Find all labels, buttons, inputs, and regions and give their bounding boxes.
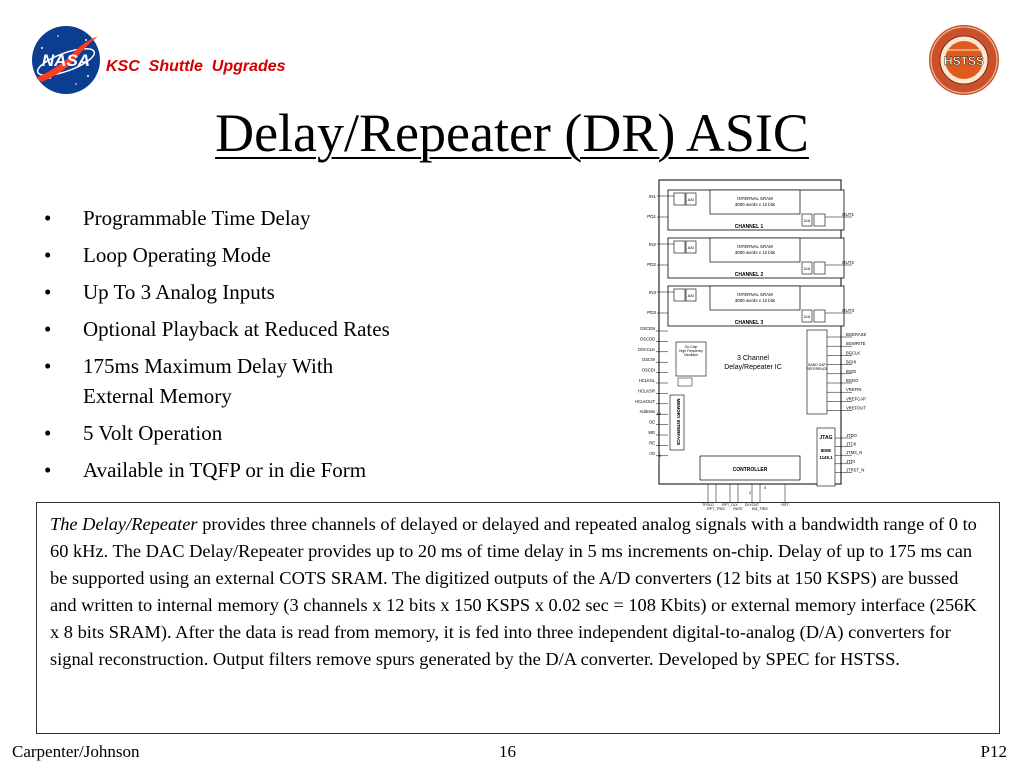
address-bus-width: 19 [656, 411, 661, 416]
jtag-label: JTAG [819, 435, 833, 441]
channel-label: CHANNEL 3 [734, 320, 764, 326]
footer-authors: Carpenter/Johnson [12, 742, 140, 761]
sram-size-label: 3000 words x 12 bits [734, 298, 776, 303]
list-item-text: 175ms Maximum Delay With External Memory [83, 354, 334, 408]
right-pin-label: BGHI [846, 359, 857, 365]
right-pin-label: BGERASE [846, 332, 867, 337]
bottom-pin-label: RPT_TRIG [707, 507, 725, 511]
band-gap-label: REFERENCE [806, 367, 828, 371]
description-box [36, 502, 1000, 734]
footer-slide-id: P12 [980, 742, 1007, 761]
left-pin-label: OSCDI [641, 367, 655, 373]
right-pin-label: VREFCAP [846, 396, 866, 402]
left-pin-label: RE [649, 440, 655, 446]
controller-label: CONTROLLER [732, 467, 768, 473]
ic-name-line1: 3 Channel [737, 355, 769, 362]
da-label: D/A [803, 314, 811, 319]
right-pin-label: VREFIN [846, 387, 862, 393]
list-item [44, 455, 464, 485]
asic-block-diagram [634, 180, 872, 512]
left-pin-label: WE [648, 430, 655, 435]
ad-label: A/D [687, 197, 695, 202]
channel-pd-pin: PD2 [647, 262, 656, 267]
memory-interface-label: MEMORY INTERFACE [676, 398, 681, 446]
list-item [44, 203, 464, 233]
list-item [44, 314, 464, 344]
output-filter-box [814, 262, 825, 274]
left-pin-label: OSCDD [639, 336, 655, 342]
list-item-text: Available in TQFP or in die Form [83, 458, 367, 482]
oscillator-control-box [678, 378, 692, 386]
channel-label: CHANNEL 1 [734, 224, 764, 230]
input-filter-box [674, 289, 685, 301]
jtag-pin-label: JTDI [846, 458, 855, 464]
bottom-pin-label: RATE [733, 507, 743, 511]
right-pin-label: BGWRITE [846, 341, 866, 347]
channel-output-pin: OUT2 [842, 260, 855, 265]
bullet-glyph: • [44, 280, 52, 304]
da-label: D/A [803, 266, 811, 271]
band-gap-label: BAND GAP [808, 363, 826, 367]
left-pin-label: HCLKOUT [634, 398, 655, 404]
channel-pd-pin: PD3 [647, 310, 656, 315]
channel-input-pin: IN1 [648, 194, 656, 199]
ad-label: A/D [687, 293, 695, 298]
bottom-pin-label: RST [781, 503, 789, 507]
channel-input-pin: IN2 [648, 242, 656, 247]
right-pin-label: BGDI [846, 368, 857, 374]
sram-label: INTERNAL SRAM [737, 292, 773, 297]
channel-pd-pin: PD1 [647, 214, 656, 219]
left-pin-label: HCLKSL [638, 378, 655, 383]
channel-input-pin: IN3 [648, 290, 656, 295]
output-filter-box [814, 310, 825, 322]
description-body: provides three channels of delayed or delayed and repeated analog signals with a bandwidth range of 0 to 60 kHz. The DAC Delay/Repeater provides up to 20 ms of time delay in 5 ms increments on-chip. Delay of up to 175 ms can be supported using an external COTS SRAM. The digitized outputs of the A/D converters (12 bits at 150 KSPS) are bussed and written to internal memory (3 channels x 12 bits x 150 KSPS x 0.02 sec = 108 Kbits) or external memory interface (256K x 8 bits SRAM). After the data is read from memory, it is fed into three independent digital-to-analog (D/A) converters for signal reconstruction. Output filters remove spurs generated by the D/A converter. Developed by SPEC for HSTSS. [50, 514, 977, 669]
list-item-text: Programmable Time Delay [83, 206, 311, 230]
bullet-glyph: • [44, 354, 52, 378]
oscillator-label: Oscillator [683, 353, 699, 357]
da-label: D/A [803, 218, 811, 223]
page-title: Delay/Repeater (DR) ASIC [215, 103, 809, 163]
left-pin-label: HCLKSR [638, 388, 655, 394]
left-pin-label: Address [639, 409, 655, 415]
hstss-logo-text: HSTSS [943, 54, 985, 68]
io-bus-width: 8 [658, 453, 661, 458]
list-item [44, 418, 464, 448]
left-pin-label: OSCCLK [637, 346, 655, 352]
header-subtitle: KSC Shuttle Upgrades [106, 58, 286, 75]
ieee-label: IEEE [820, 448, 832, 453]
ad-label: A/D [687, 245, 695, 250]
bullet-glyph: • [44, 206, 52, 230]
left-pin-label: OSCEN [640, 326, 655, 331]
sram-label: INTERNAL SRAM [737, 196, 773, 201]
description-lead: The Delay/Repeater [50, 514, 198, 534]
oscillator-label: High Frequency [679, 349, 703, 353]
bullet-glyph: • [44, 317, 52, 341]
bullet-glyph: • [44, 421, 52, 445]
jtag-pin-label: JTMS_N [846, 450, 863, 456]
bottom-pin-label: DLYCNT [744, 503, 760, 507]
list-item [44, 277, 464, 307]
jtag-pin-label: JTDO [846, 433, 857, 438]
input-filter-box [674, 193, 685, 205]
ic-name-line2: Delay/Repeater IC [724, 364, 782, 371]
sram-size-label: 3000 words x 12 bits [734, 202, 776, 207]
feature-list [44, 203, 464, 492]
hstss-logo [928, 24, 1000, 96]
bottom-pin-label: RPT_DLY [722, 503, 738, 507]
ieee-number-label: 1149.1 [819, 455, 833, 460]
left-pin-label: OSCW [641, 357, 655, 363]
channel-output-pin: OUT1 [842, 212, 855, 217]
sram-label: INTERNAL SRAM [737, 244, 773, 249]
jtag-pin-label: JTCK [846, 441, 857, 447]
jtag-pin-label: JTRST_N [846, 467, 865, 473]
bullet-glyph: • [44, 458, 52, 482]
list-item [44, 351, 383, 411]
bottom-pin-label: TPOLD [702, 503, 714, 507]
left-pin-label: I/O [649, 450, 655, 456]
bus-width-label: 2 [748, 490, 752, 495]
right-pin-label: VREFOUT [846, 405, 867, 411]
channel-output-pin: OUT3 [842, 308, 855, 313]
band-gap-box [807, 330, 827, 414]
list-item [44, 240, 464, 270]
sram-size-label: 3000 words x 12 bits [734, 250, 776, 255]
bullet-glyph: • [44, 243, 52, 267]
input-filter-box [674, 241, 685, 253]
nasa-logo-text: NASA [41, 51, 91, 70]
nasa-logo [28, 22, 104, 98]
list-item-text: Optional Playback at Reduced Rates [83, 317, 390, 341]
list-item-text: Loop Operating Mode [83, 243, 271, 267]
list-item-text: Up To 3 Analog Inputs [83, 280, 275, 304]
right-pin-label: BGDO [846, 378, 859, 383]
footer-page-number: 16 [499, 742, 516, 761]
channel-label: CHANNEL 2 [734, 272, 764, 278]
list-item-text: 5 Volt Operation [83, 421, 223, 445]
bottom-pin-label: EM_TRIG [752, 507, 768, 511]
output-filter-box [814, 214, 825, 226]
left-pin-label: OE [648, 419, 655, 425]
right-pin-label: BGCLK [846, 350, 861, 356]
bus-width-label: 4 [763, 485, 767, 490]
oscillator-label: On-Chip [684, 345, 698, 349]
